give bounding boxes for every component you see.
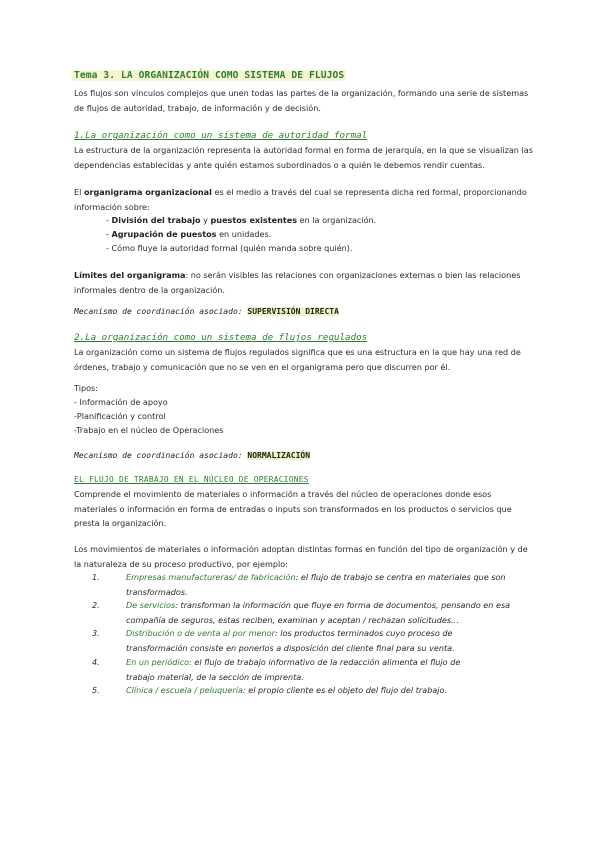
list-item: - Agrupación de puestos en unidades. [106, 229, 272, 239]
list-item: 1. Empresas manufactureras/ de fabricación: el flujo de trabajo se centra en materiales que son transformados. [92, 572, 506, 597]
list-item: -Planificación y control [74, 411, 166, 421]
intro-paragraph: Los flujos son vínculos complejos que unen todas las partes de la organización, formando una serie de sistemas de flujos de autoridad, trabajo, de información y de decisión. [74, 88, 529, 113]
organigrama-paragraph: El organigrama organizacional es el medio a través del cual se representa dicha red formal, proporcionando información sobre: [74, 187, 527, 212]
list-item: - Cómo fluye la autoridad formal (quién manda sobre quién). [106, 243, 353, 253]
coordination-mechanism-2: Mecanismo de coordinación asociado: NORMALIZACIÓN [74, 451, 311, 460]
section3-heading: EL FLUJO DE TRABAJO EN EL NÚCLEO DE OPERACIONES [74, 475, 309, 484]
section3-paragraph-2: Los movimientos de materiales o información adoptan distintas formas en función del tipo de organización y de la naturaleza de su proceso productivo, por ejemplo: [74, 544, 528, 569]
section2-paragraph: La organización como un sistema de flujos regulados significa que es una estructura en la que hay una red de órdenes, trabajo y comunicación que no se ven en el organigrama pero que discurren por él. [74, 347, 521, 372]
list-item: 2. De servicios: transforman la información que fluye en forma de documentos, pensando en esa compañía de seguros, estas reciben, examinan y aceptan / rechazan solicitudes… [92, 600, 511, 625]
list-item: - Información de apoyo [74, 397, 168, 407]
coordination-mechanism-1: Mecanismo de coordinación asociado: SUPERVISIÓN DIRECTA [74, 307, 339, 316]
section2-heading: 2.La organización como un sistema de flujos regulados [74, 332, 368, 343]
section3-paragraph: Comprende el movimiento de materiales o información a través del núcleo de operaciones donde esos materiales o información en forma de entradas o inputs son transformados en los productos o servicios que presta la organización. [74, 489, 512, 529]
tipos-label: Tipos: [74, 383, 98, 393]
list-item: 3. Distribución o de venta al por menor: los productos terminados cuyo proceso de transformación consiste en ponerlos a disposición del cliente final para su venta. [92, 628, 455, 653]
list-item: -Trabajo en el núcleo de Operaciones [74, 425, 224, 435]
list-item: 5. Clínica / escuela / peluquería: el propio cliente es el objeto del flujo del trabajo. [92, 685, 448, 695]
list-item: 4. En un periódico: el flujo de trabajo informativo de la redacción alimenta el flujo de trabajo material, de la sección de imprenta. [92, 657, 461, 682]
section1-heading: 1.La organización como un sistema de autoridad formal [74, 130, 368, 141]
section1-paragraph: La estructura de la organización representa la autoridad formal en forma de jerarquía, en la que se visualizan las dependencias establecidas y ante quién estamos subordinados o a quién le debemos rendir cuentas. [74, 145, 533, 170]
list-item: - División del trabajo y puestos existentes en la organización. [106, 215, 377, 225]
page-title: Tema 3. LA ORGANIZACIÓN COMO SISTEMA DE FLUJOS [74, 70, 345, 81]
limits-paragraph: Límites del organigrama: no serán visibles las relaciones con organizaciones externas o bien las relaciones informales dentro de la organización. [74, 270, 521, 295]
